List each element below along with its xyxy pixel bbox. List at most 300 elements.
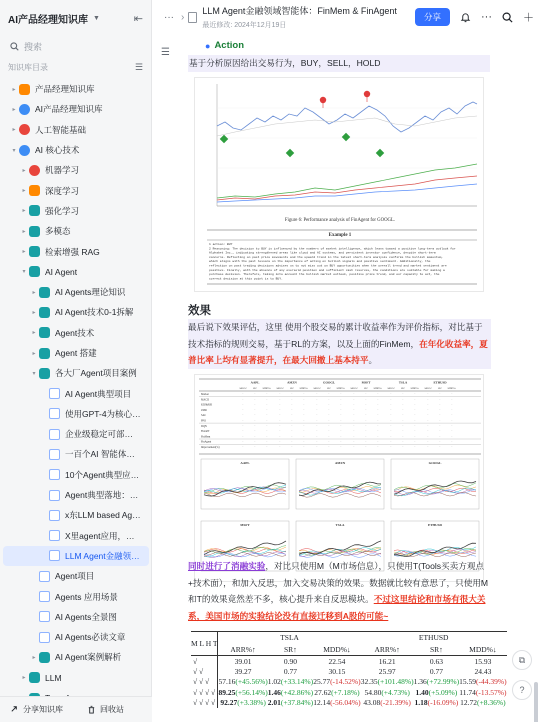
fig2-text: ·	[439, 446, 441, 449]
chevron-down-icon[interactable]: ▾	[12, 147, 16, 154]
sidebar-item-25[interactable]	[3, 586, 149, 606]
page-icon	[29, 672, 40, 683]
example-line: 2 Reasoning: The decision to BUY is influenced by the numbers of market intelligence, which leans toward a positive long-term outlook for	[209, 247, 456, 251]
sort-icon[interactable]: ☰	[134, 61, 143, 72]
sidebar-item-label: 企业级稳定可部…	[65, 429, 134, 440]
fig2-text: ·	[377, 446, 379, 449]
fig2-text: MSFT	[361, 380, 371, 385]
fig2-text: ·	[328, 430, 330, 434]
fig2-series-line	[204, 490, 286, 494]
share-knowledge-base-button[interactable]	[0, 704, 63, 715]
row-flags: √	[191, 656, 218, 667]
sidebar-item-6[interactable]	[3, 201, 149, 221]
fig2-text: ·	[316, 403, 318, 407]
table-cell: 39.01	[218, 656, 268, 667]
fig2-text: ·	[254, 393, 256, 396]
fig2-text: ·	[414, 393, 416, 396]
fig2-text: ·	[303, 440, 305, 444]
fig2-text: ·	[427, 408, 429, 412]
fig2-text: ·	[266, 446, 268, 449]
sidebar-item-19[interactable]	[3, 465, 149, 485]
sell-markers	[320, 91, 370, 108]
figure-results-comparison[interactable]	[194, 374, 484, 582]
fig2-text: ·	[340, 440, 342, 444]
fig2-text: MDD%↓	[447, 387, 457, 390]
fig2-text: ·	[427, 424, 429, 428]
fig2-text: ·	[291, 424, 293, 428]
fig2-text: SR↑	[289, 387, 295, 390]
doc-icon	[49, 550, 60, 561]
fig2-text: ·	[328, 435, 330, 439]
chevron-right-icon[interactable]: ▸	[32, 289, 36, 296]
fig2-text: ·	[439, 440, 441, 444]
fig2-text: ·	[402, 419, 404, 423]
bullet-dot-icon: ●	[205, 40, 211, 51]
fig2-text: ·	[390, 403, 392, 407]
page-icon	[29, 246, 40, 257]
sidebar-item-label: LLM	[45, 672, 62, 683]
sidebar-item-17[interactable]	[3, 424, 149, 444]
fig2-text: ·	[365, 446, 367, 449]
fig2-text: ·	[254, 398, 256, 402]
fig2-text: ·	[390, 414, 392, 418]
fig2-text: ·	[279, 424, 281, 428]
sidebar-item-16[interactable]	[3, 404, 149, 424]
table-cell: 1.18(-16.09%)	[414, 698, 459, 708]
table-cell: 32.35(+101.48%)	[360, 677, 414, 687]
fig2-text: ·	[254, 424, 256, 428]
table-cell: 43.08(-21.39%)	[363, 698, 411, 708]
chevron-right-icon[interactable]: ▸	[12, 106, 16, 113]
fig2-text: ·	[242, 430, 244, 434]
sidebar-item-14[interactable]	[3, 363, 149, 383]
fig2-text: ·	[390, 393, 392, 396]
fig2-text: ·	[377, 393, 379, 396]
fig2-text: ·	[451, 435, 453, 439]
collapse-sidebar-icon[interactable]: ⇤	[133, 12, 143, 25]
table-cell: 2.01(+37.84%)	[267, 698, 314, 708]
fig2-text: ·	[451, 430, 453, 434]
knowledge-base-title[interactable]: AI产品经理知识库	[8, 14, 88, 26]
chevron-down-icon[interactable]: ▾	[22, 269, 26, 276]
doc-icon	[39, 591, 50, 602]
fig2-text: ·	[377, 424, 379, 428]
trash-icon	[87, 705, 96, 714]
fig2-text: ·	[377, 435, 379, 439]
add-icon[interactable]: ＋	[523, 12, 534, 24]
sidebar-item-27[interactable]	[3, 627, 149, 647]
sidebar-item-15[interactable]	[3, 383, 149, 403]
fig2-text: ·	[390, 408, 392, 412]
fig2-text: ·	[279, 414, 281, 418]
row-flags: √ √ √ √	[191, 687, 218, 698]
page-icon	[29, 226, 40, 237]
fig2-text: ·	[266, 435, 268, 439]
fig2-text: ·	[439, 398, 441, 402]
fig2-text: ·	[266, 393, 268, 396]
fig2-text: ·	[291, 403, 293, 407]
sidebar-item-26[interactable]	[3, 607, 149, 627]
last-modified: 最近修改: 2024年12月19日	[202, 22, 287, 29]
fig2-text: ·	[427, 435, 429, 439]
fig2-text: ·	[316, 414, 318, 418]
sidebar-item-5[interactable]	[3, 180, 149, 200]
sidebar-item-label: Agents 应用场景	[55, 591, 118, 602]
fig2-text: ·	[402, 398, 404, 402]
search-input[interactable]	[6, 36, 145, 56]
ablation-paragraph	[188, 558, 491, 624]
fig2-text: ·	[414, 440, 416, 444]
fig2-text: ·	[266, 424, 268, 428]
para1-segment: 在年化收益率，夏普比率上均有显著提升，在最大回撤上基本持平	[188, 338, 488, 365]
fig2-text: ·	[266, 403, 268, 407]
fig2-text: ·	[402, 408, 404, 412]
fig2-text: ·	[353, 398, 355, 402]
fig2-text: MACD	[201, 398, 210, 402]
sidebar-item-label: Agent典型落地：…	[65, 490, 139, 501]
sidebar-footer	[0, 696, 152, 722]
sidebar-item-label: AI Agent案例解析	[55, 652, 122, 663]
para2-segment: ，对比只使用M（M市场信息），只使用T(Tools买卖方观点+技术面），和加入反思，加入交易决策的效果。数据就比较有意思了，只使用M和T的效果竟然差不多，核心提升来自反思模块。	[188, 561, 489, 604]
fig2-text: ·	[242, 419, 244, 423]
fig2-text: ·	[291, 440, 293, 444]
fig2-text: ·	[303, 446, 305, 449]
doc-icon	[49, 530, 60, 541]
para2-segment: 同时进行了消融实验	[188, 561, 266, 571]
fig2-text: AAPL	[250, 380, 260, 385]
fig2-text: ·	[242, 440, 244, 444]
sidebar-item-8[interactable]	[3, 241, 149, 261]
fig2-text: ·	[328, 424, 330, 428]
sidebar-item-24[interactable]	[3, 566, 149, 586]
fig2-text: ·	[414, 398, 416, 402]
sidebar-item-12[interactable]	[3, 323, 149, 343]
fig2-text: ·	[353, 435, 355, 439]
fig2-text: ·	[340, 419, 342, 423]
fig2-text: FinGPT	[201, 430, 210, 434]
table-col-header: ARR%↑	[230, 644, 256, 654]
fig2-text: ARR%↑	[386, 387, 396, 390]
table-col-header: ARR%↑	[374, 644, 400, 654]
para2-segment: 不过这里结论和市场有很大关系，美国市场的实验结论没有直接迁移到A股的可能~	[188, 594, 486, 621]
fig2-text: ·	[303, 408, 305, 412]
more-options-icon[interactable]: ···	[481, 11, 492, 23]
fig2-text: ·	[365, 408, 367, 412]
sidebar-item-label: AI Agents全景图	[55, 611, 117, 622]
doc-icon	[39, 611, 50, 622]
fig2-text: AMZN	[334, 461, 346, 465]
fig2-text: ·	[439, 430, 441, 434]
figure-performance-analysis[interactable]	[194, 77, 484, 292]
fig2-text: ·	[266, 419, 268, 423]
more-breadcrumb-button[interactable]: ···	[164, 11, 174, 23]
fig2-text: ·	[316, 424, 318, 428]
sidebar-item-0[interactable]	[3, 79, 149, 99]
fig2-text: MDD%↓	[299, 387, 309, 390]
fig2-series-line	[299, 482, 381, 495]
sidebar-item-21[interactable]	[3, 505, 149, 525]
fig2-text: ·	[390, 424, 392, 428]
sidebar-item-7[interactable]	[3, 221, 149, 241]
sidebar-item-label: 强化学习	[45, 205, 80, 216]
sidebar-item-18[interactable]	[3, 444, 149, 464]
trash-button[interactable]	[63, 704, 124, 715]
vertical-scrollbar[interactable]	[534, 682, 538, 722]
fig2-text: ·	[365, 398, 367, 402]
notification-bell-icon[interactable]	[460, 12, 471, 23]
fig2-text: ·	[365, 403, 367, 407]
fig2-text: ·	[414, 430, 416, 434]
fig2-text: ·	[353, 424, 355, 428]
fig2-text: ·	[266, 440, 268, 444]
sidebar-item-label: 多模态	[45, 226, 71, 237]
chevron-right-icon[interactable]: ▸	[22, 167, 26, 174]
fig2-text: ·	[316, 430, 318, 434]
chevron-right-icon[interactable]: ▸	[22, 208, 26, 215]
fig2-text: ·	[242, 403, 244, 407]
doc-icon	[49, 510, 60, 521]
fig2-text: ·	[439, 414, 441, 418]
example-line: Alphabet Inc., indicating strengthened areas like cloud and AI systems, and persistent investor confidence, despite short-term	[209, 251, 436, 255]
fig2-text: ·	[316, 393, 318, 396]
fig2-text: ·	[451, 446, 453, 449]
chevron-right-icon[interactable]: ▸	[32, 350, 36, 357]
folder-icon	[29, 185, 40, 196]
fig2-text: ·	[340, 424, 342, 428]
fig2-text: ·	[414, 403, 416, 407]
sidebar-item-label: 检索增强 RAG	[45, 246, 100, 257]
fig2-text: ·	[340, 446, 342, 449]
fig2-text: Market	[201, 393, 209, 396]
table-of-contents-icon[interactable]: ☰	[161, 47, 170, 58]
fig2-text: MDD%↓	[373, 387, 383, 390]
table-cell: 1.36(+72.99%)	[413, 677, 460, 687]
chevron-right-icon[interactable]: ▸	[22, 228, 26, 235]
globe-icon	[19, 104, 30, 115]
fig2-text: ·	[242, 414, 244, 418]
fig2-text: ·	[328, 398, 330, 402]
fig2-text: ·	[439, 403, 441, 407]
sidebar-item-label: LLM Agent金融领…	[65, 550, 140, 561]
fig2-text: SR↑	[252, 387, 258, 390]
doc-icon	[49, 388, 60, 399]
fig2-text: ·	[377, 403, 379, 407]
fig2-text: ·	[365, 393, 367, 396]
sidebar-item-13[interactable]	[3, 343, 149, 363]
fig2-text: KDJ&RSI	[201, 403, 213, 407]
chevron-right-icon[interactable]: ▸	[32, 654, 36, 661]
fig2-text: ·	[353, 408, 355, 412]
table-row	[191, 687, 507, 698]
fig2-text: ·	[353, 419, 355, 423]
document-content	[152, 34, 540, 722]
sidebar-item-4[interactable]	[3, 160, 149, 180]
page-icon	[39, 307, 50, 318]
sidebar-item-label: 使用GPT-4为核心…	[65, 408, 141, 419]
fig2-text: ·	[390, 440, 392, 444]
fig2-text: ETHUSD	[433, 380, 447, 385]
fig2-text: ·	[340, 435, 342, 439]
bullet-heading: Action	[214, 40, 244, 51]
sidebar-item-label: 一百个AI 智能体…	[65, 449, 135, 460]
sidebar-tree	[0, 79, 152, 708]
fig2-text: ·	[242, 424, 244, 428]
fig2-text: ARR%↑	[349, 387, 359, 390]
sidebar-item-10[interactable]	[3, 282, 149, 302]
fig2-text: ·	[414, 419, 416, 423]
fig2-text: Improvement(%)	[201, 446, 220, 449]
share-label: 分享知识库	[23, 705, 63, 714]
fig2-text: ·	[439, 424, 441, 428]
chevron-right-icon[interactable]: ▸	[12, 86, 16, 93]
sidebar-item-label: AI Agents理论知识	[55, 287, 126, 298]
action-description: 基于分析原因给出交易行为，BUY，SELL，HOLD	[188, 55, 490, 72]
example-text	[209, 242, 456, 280]
chevron-down-icon[interactable]: ▼	[93, 14, 100, 22]
para1-segment: 。	[368, 355, 378, 365]
sidebar-item-11[interactable]	[3, 302, 149, 322]
search-icon[interactable]	[502, 12, 513, 23]
table-cell: 24.43	[474, 666, 492, 676]
fig2-text: MDD%↓	[262, 387, 272, 390]
table-cell: 0.77	[283, 666, 297, 676]
doc-icon	[39, 571, 50, 582]
sidebar-item-2[interactable]	[3, 120, 149, 140]
fig2-text: FinMem	[201, 435, 211, 439]
fig2-text: ·	[451, 424, 453, 428]
chevron-right-icon[interactable]: ▸	[22, 675, 26, 682]
fig2-series-line	[394, 543, 476, 556]
doc-icon	[49, 429, 60, 440]
table-cell: 89.25(+56.14%)	[218, 687, 268, 697]
chevron-right-icon[interactable]: ▸	[22, 188, 26, 195]
fig2-text: ·	[402, 440, 404, 444]
fig2-text: ·	[328, 446, 330, 449]
fig2-text: ·	[340, 398, 342, 402]
sidebar-item-9[interactable]	[3, 262, 149, 282]
sidebar-item-29[interactable]	[3, 668, 149, 688]
share-icon	[10, 705, 19, 714]
chevron-right-icon[interactable]: ▸	[22, 249, 26, 256]
group-head-ethusd: ETHUSD	[418, 633, 449, 643]
table-cell: 22.54	[313, 656, 361, 667]
search-icon	[10, 42, 19, 51]
fig2-text: ·	[316, 398, 318, 402]
fig2-text: ·	[402, 430, 404, 434]
fig2-text: SR↑	[400, 387, 406, 390]
fig2-text: MDD%↓	[410, 387, 420, 390]
example-line: purchase decision. Therefore, taking into account the bullish market outlook, positive price trend, and our capacity to act, the	[209, 273, 440, 277]
table-cell: 1.40(+5.09%)	[415, 687, 458, 697]
chevron-right-icon[interactable]: ▸	[12, 127, 16, 134]
copy-link-icon[interactable]: ⧉	[512, 650, 532, 670]
fig2-text: ·	[316, 446, 318, 449]
table-cell: 15.59(-44.39%)	[459, 677, 507, 687]
table-cell: 16.21	[361, 656, 414, 667]
fig2-text: ·	[353, 414, 355, 418]
sidebar-item-1[interactable]	[3, 99, 149, 119]
sidebar-item-28[interactable]	[3, 647, 149, 667]
fig2-text: ·	[340, 414, 342, 418]
fig2-text: ·	[427, 440, 429, 444]
table-col-header: MDD%↓	[323, 644, 351, 654]
fig2-text: ·	[365, 414, 367, 418]
sidebar-item-label: 机器学习	[45, 165, 80, 176]
page-icon	[39, 287, 50, 298]
table-cell: 27.62(+7.18%)	[314, 687, 360, 697]
row-flags: √ √ √	[191, 677, 218, 688]
fig2-text: ·	[402, 446, 404, 449]
sidebar-item-label: 各大厂Agent项目案例	[55, 368, 137, 379]
fig2-text: ARR%↑	[238, 387, 248, 390]
fig2-text: ·	[402, 424, 404, 428]
fig2-text: ·	[242, 408, 244, 412]
fig2-text: ·	[439, 419, 441, 423]
sidebar-item-label: X里agent应用，…	[65, 530, 135, 541]
table-cell: 92.27(+3.38%)	[220, 698, 266, 708]
fig2-text: ·	[291, 408, 293, 412]
fig2-text: ·	[414, 424, 416, 428]
fig2-text: ·	[279, 440, 281, 444]
fig2-text: SR↑	[437, 387, 443, 390]
chevron-right-icon[interactable]: ▸	[32, 309, 36, 316]
share-button[interactable]: 分享	[415, 8, 450, 26]
sidebar-item-3[interactable]	[3, 140, 149, 160]
fig2-text: ·	[279, 446, 281, 449]
fig2-text: ·	[439, 393, 441, 396]
fig2-text: ·	[328, 414, 330, 418]
example-line: which aligns with the past lessons on the importance of acting on bullish signals and positive sentiment. Additionally, the	[209, 260, 431, 264]
table-cell: 54.80(+4.73%)	[364, 687, 410, 697]
page-icon	[39, 652, 50, 663]
fig2-text: ·	[390, 435, 392, 439]
fig2-text: ·	[266, 408, 268, 412]
fig2-text: GOOGL	[322, 380, 336, 385]
fig2-text: ·	[303, 398, 305, 402]
section-label: 知识库目录	[8, 62, 48, 72]
sidebar-header[interactable]	[0, 0, 151, 36]
fig2-text: ·	[427, 430, 429, 434]
fig2-text: ·	[427, 419, 429, 423]
fig2-text: FinAgent	[201, 440, 212, 444]
fig2-text: ·	[390, 430, 392, 434]
chevron-right-icon[interactable]: ▸	[32, 330, 36, 337]
fig2-text: ·	[242, 435, 244, 439]
fig2-text: ARR%↑	[312, 387, 322, 390]
fig2-text: ·	[451, 408, 453, 412]
fig2-text: ·	[340, 430, 342, 434]
fig2-text: ·	[427, 414, 429, 418]
table-cell: 0.90	[268, 656, 313, 667]
fig2-text: ZMR	[201, 408, 207, 412]
table-row	[191, 656, 507, 667]
fig2-text: ·	[451, 419, 453, 423]
sidebar-item-label: AI Agent	[45, 266, 78, 277]
fig2-text: ·	[340, 403, 342, 407]
sidebar-item-23[interactable]	[3, 546, 149, 566]
sidebar-item-20[interactable]	[3, 485, 149, 505]
fig2-text: ·	[427, 393, 429, 396]
help-icon[interactable]: ?	[512, 680, 532, 700]
fig2-text: ·	[402, 393, 404, 396]
fig2-text: ·	[390, 446, 392, 449]
chevron-down-icon[interactable]: ▾	[32, 370, 36, 377]
fig2-text: ·	[303, 419, 305, 423]
document-title[interactable]: LLM Agent金融领域智能体：FinMem & FinAgent	[202, 6, 397, 16]
doc-icon	[49, 408, 60, 419]
fig2-text: ·	[439, 408, 441, 412]
sidebar-item-22[interactable]	[3, 526, 149, 546]
